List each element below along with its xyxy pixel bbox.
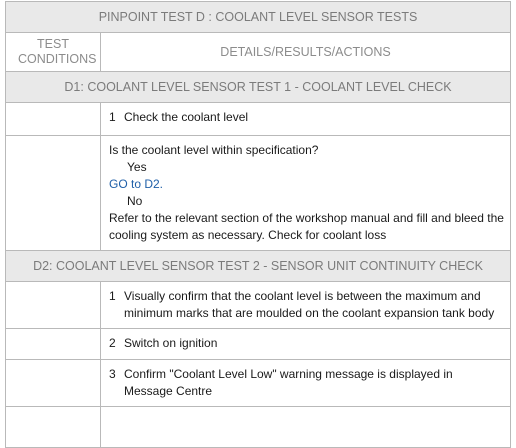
question-text: Is the coolant level within specification? [109, 143, 319, 157]
table-row [6, 407, 511, 448]
pinpoint-test-table [5, 1, 511, 448]
test-condition-cell [6, 360, 101, 407]
step-item [109, 335, 504, 352]
step-item [109, 288, 504, 322]
test-condition-cell [6, 136, 101, 251]
step-text: Check the coolant level [124, 110, 249, 124]
table-row [6, 329, 511, 360]
column-header-details: DETAILS/RESULTS/ACTIONS [101, 33, 511, 72]
step-text: Confirm "Coolant Level Low" warning message is displayed in Message Centre [124, 367, 453, 398]
column-header-test-conditions-label: TEST CONDITIONS [18, 37, 97, 66]
test-condition-cell [6, 282, 101, 329]
step-number: 1 [109, 110, 116, 124]
step-cell [101, 282, 511, 329]
step-cell [101, 329, 511, 360]
section-d1-title: D1: COOLANT LEVEL SENSOR TEST 1 - COOLANT LEVEL CHECK [6, 72, 511, 103]
answer-yes: Yes [127, 160, 147, 174]
table-row [6, 103, 511, 136]
test-condition-cell [6, 103, 101, 136]
step-number: 3 [109, 367, 116, 381]
table-row [6, 136, 511, 251]
step-number: 2 [109, 336, 116, 350]
step-cell [101, 103, 511, 136]
column-header-row [6, 33, 511, 72]
table-title-row [6, 2, 511, 33]
results-cell [101, 136, 511, 251]
step-cell [101, 360, 511, 407]
table-row [6, 282, 511, 329]
table-title: PINPOINT TEST D : COOLANT LEVEL SENSOR TESTS [6, 2, 511, 33]
table-row [6, 360, 511, 407]
answer-no: No [127, 194, 143, 208]
step-cell [101, 407, 511, 448]
column-header-test-conditions [6, 33, 101, 72]
section-d2-row [6, 251, 511, 282]
goto-d2-link[interactable]: GO to D2. [109, 177, 164, 191]
no-action-text: Refer to the relevant section of the workshop manual and fill and bleed the cooling system as necessary. Check for coolant loss [109, 211, 504, 242]
step-text: Switch on ignition [124, 336, 218, 350]
step-item [109, 366, 504, 400]
step-number: 1 [109, 289, 116, 303]
test-condition-cell [6, 407, 101, 448]
section-d2-title: D2: COOLANT LEVEL SENSOR TEST 2 - SENSOR UNIT CONTINUITY CHECK [6, 251, 511, 282]
step-text: Visually confirm that the coolant level is between the maximum and minimum marks that are moulded on the coolant expansion tank body [124, 289, 495, 320]
section-d1-row [6, 72, 511, 103]
step-item [109, 109, 504, 126]
test-condition-cell [6, 329, 101, 360]
